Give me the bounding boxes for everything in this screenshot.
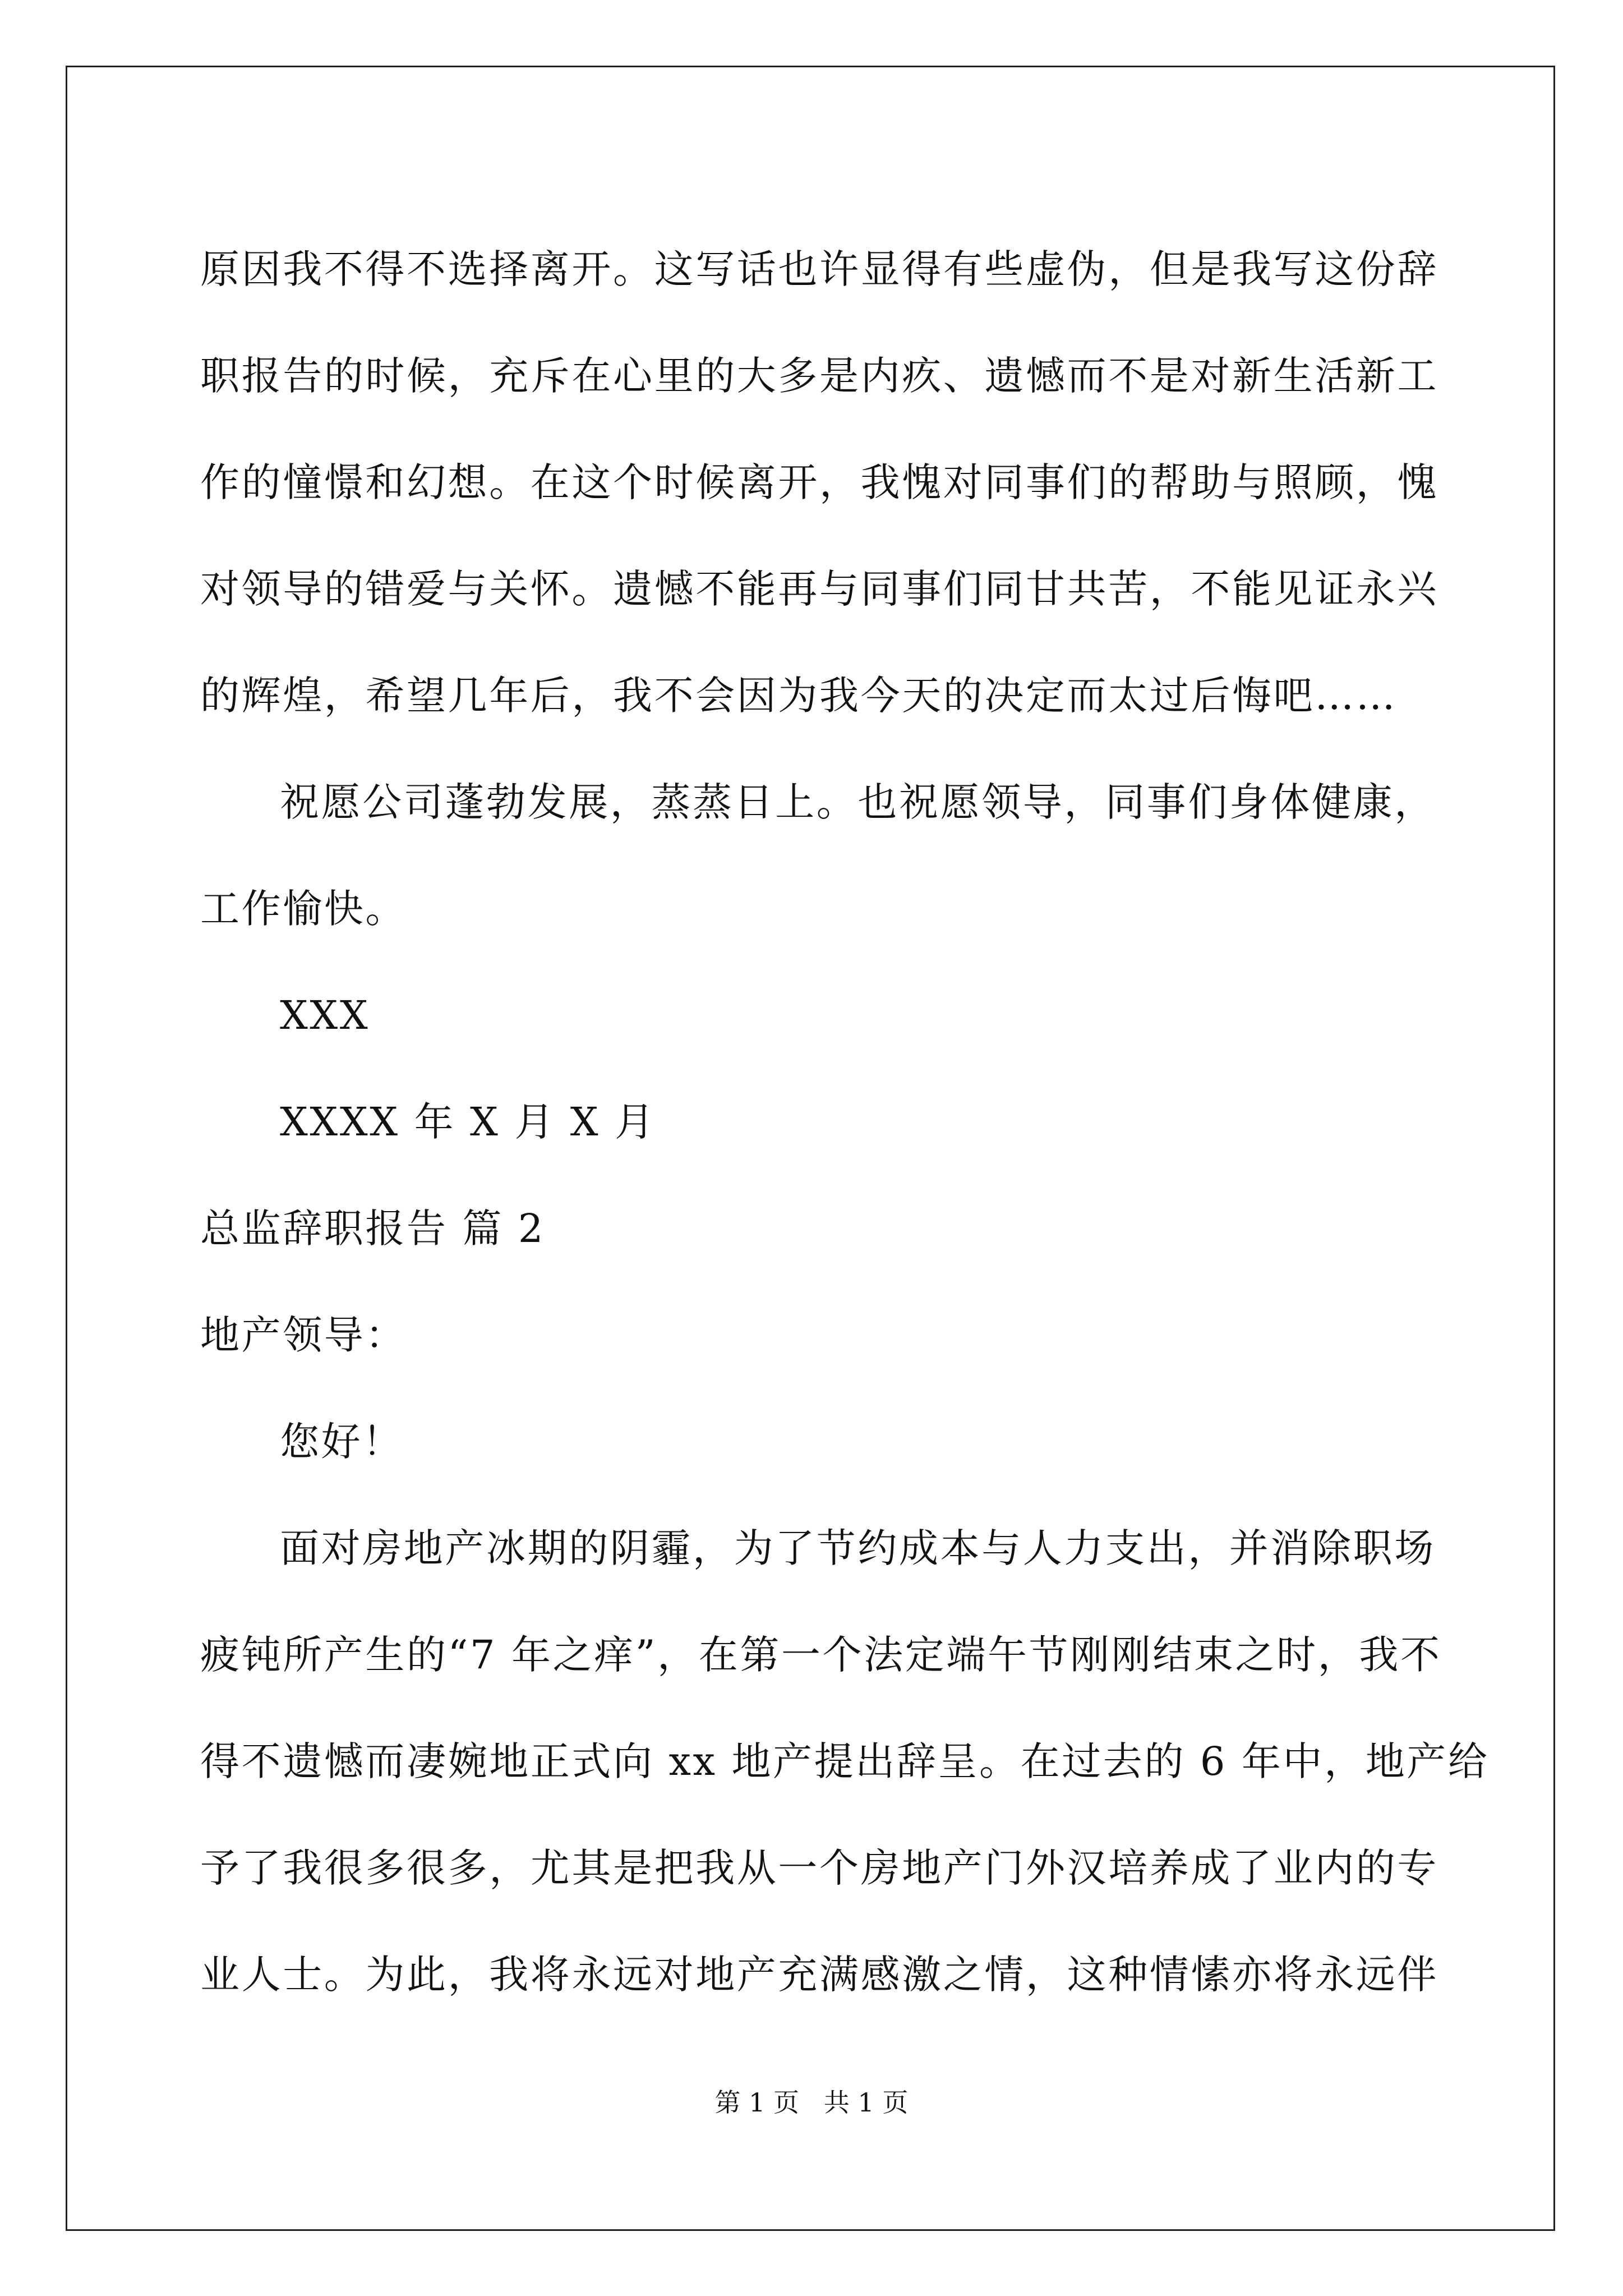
text-line: 面对房地产冰期的阴霾，为了节约成本与人力支出，并消除职场 xyxy=(280,1525,1436,1571)
text-line: 业人士。为此，我将永远对地产充满感激之情，这种情愫亦将永远伴 xyxy=(200,1952,1438,1998)
text-line: 职报告的时候，充斥在心里的大多是内疚、遗憾而不是对新生活新工 xyxy=(200,353,1438,399)
text-line: 原因我不得不选择离开。这写话也许显得有些虚伪，但是我写这份辞 xyxy=(200,246,1438,292)
signature-date: XXXX 年 X 月 X 月 xyxy=(280,1099,656,1145)
salutation: 地产领导： xyxy=(200,1312,407,1358)
section-heading: 总监辞职报告 篇 2 xyxy=(200,1205,546,1251)
page-footer: 第 1 页 共 1 页 xyxy=(714,2087,909,2118)
document-body xyxy=(200,216,1490,2028)
text-line: 工作愉快。 xyxy=(200,886,407,932)
text-line: 疲钝所产生的“7 年之痒”，在第一个法定端午节刚刚结束之时，我不 xyxy=(200,1632,1442,1678)
text-line: 得不遗憾而凄婉地正式向 xx 地产提出辞呈。在过去的 6 年中，地产给 xyxy=(200,1738,1490,1784)
text-line: 予了我很多很多，尤其是把我从一个房地产门外汉培养成了业内的专 xyxy=(200,1845,1438,1891)
text-line: 对领导的错爱与关怀。遗憾不能再与同事们同甘共苦，不能见证永兴 xyxy=(200,566,1438,612)
greeting: 您好！ xyxy=(280,1419,404,1465)
signature-name: XXX xyxy=(280,992,370,1038)
text-line: 的辉煌，希望几年后，我不会因为我今天的决定而太过后悔吧…… xyxy=(200,673,1398,719)
text-line: 祝愿公司蓬勃发展，蒸蒸日上。也祝愿领导，同事们身体健康， xyxy=(280,779,1436,825)
text-line: 作的憧憬和幻想。在这个时候离开，我愧对同事们的帮助与照顾，愧 xyxy=(200,459,1438,505)
